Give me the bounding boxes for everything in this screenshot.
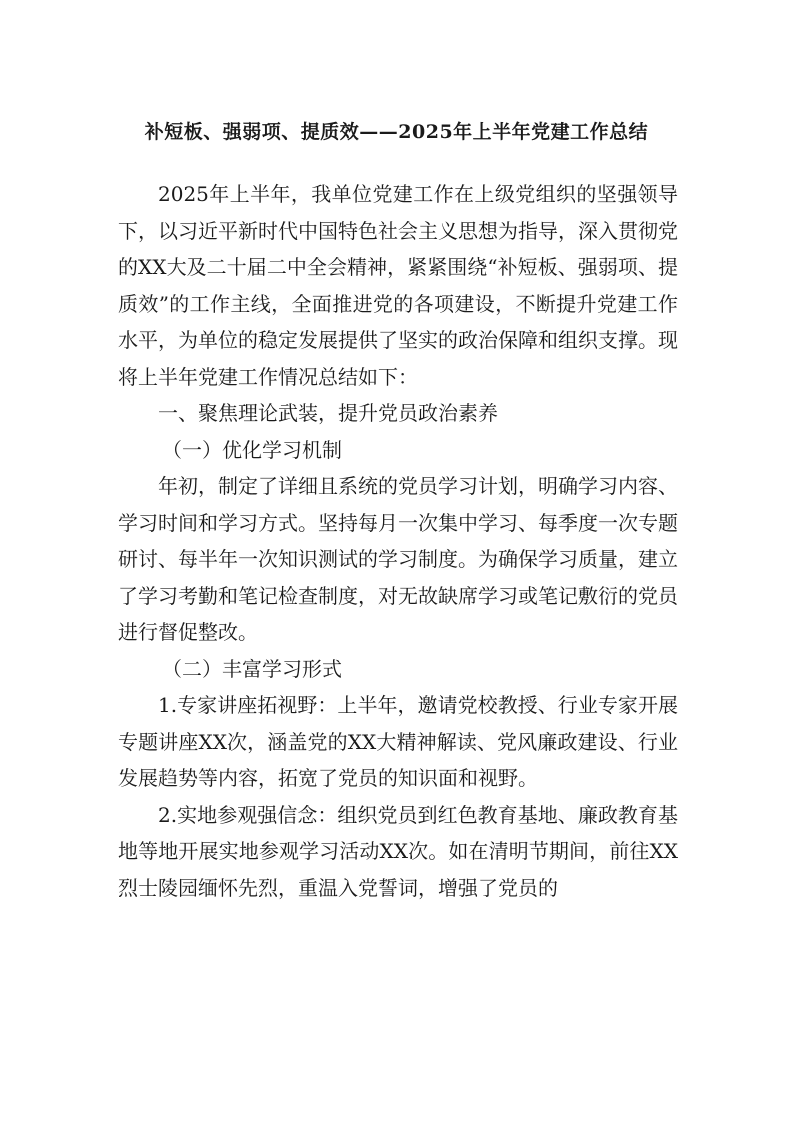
subsection-heading-1: （一）优化学习机制	[162, 437, 342, 462]
list-item-1: 1.专家讲座拓视野：上半年，邀请党校教授、行业专家开展专题讲座XX次，涵盖党的XX大精神解读、党风廉政建设、行业发展趋势等内容，拓宽了党员的知识面和视野。	[118, 693, 678, 790]
intro-paragraph: 2025年上半年，我单位党建工作在上级党组织的坚强领导下，以习近平新时代中国特色社会主义思想为指导，深入贯彻党的XX大及二十届二中全会精神，紧紧围绕“补短板、强弱项、提质效”的工作主线，全面推进党的各项建设，不断提升党建工作水平，为单位的稳定发展提供了坚实的政治保障和组织支撑。现将上半年党建工作情况总结如下：	[118, 182, 678, 389]
document-body	[118, 176, 678, 906]
document-title: 补短板、强弱项、提质效——2025年上半年党建工作总结	[144, 121, 649, 143]
list-item-2: 2.实地参观强信念：组织党员到红色教育基地、廉政教育基地等地开展实地参观学习活动XX次。如在清明节期间，前往XX烈士陵园缅怀先烈，重温入党誓词，增强了党员的	[118, 802, 678, 900]
section-heading-1: 一、聚焦理论武装，提升党员政治素养	[158, 401, 498, 425]
subsection-paragraph-1: 年初，制定了详细且系统的党员学习计划，明确学习内容、学习时间和学习方式。坚持每月一次集中学习、每季度一次专题研讨、每半年一次知识测试的学习制度。为确保学习质量，建立了学习考勤和笔记检查制度，对无故缺席学习或笔记敷衍的党员进行督促整改。	[118, 474, 678, 644]
subsection-heading-2: （二）丰富学习形式	[162, 656, 342, 681]
